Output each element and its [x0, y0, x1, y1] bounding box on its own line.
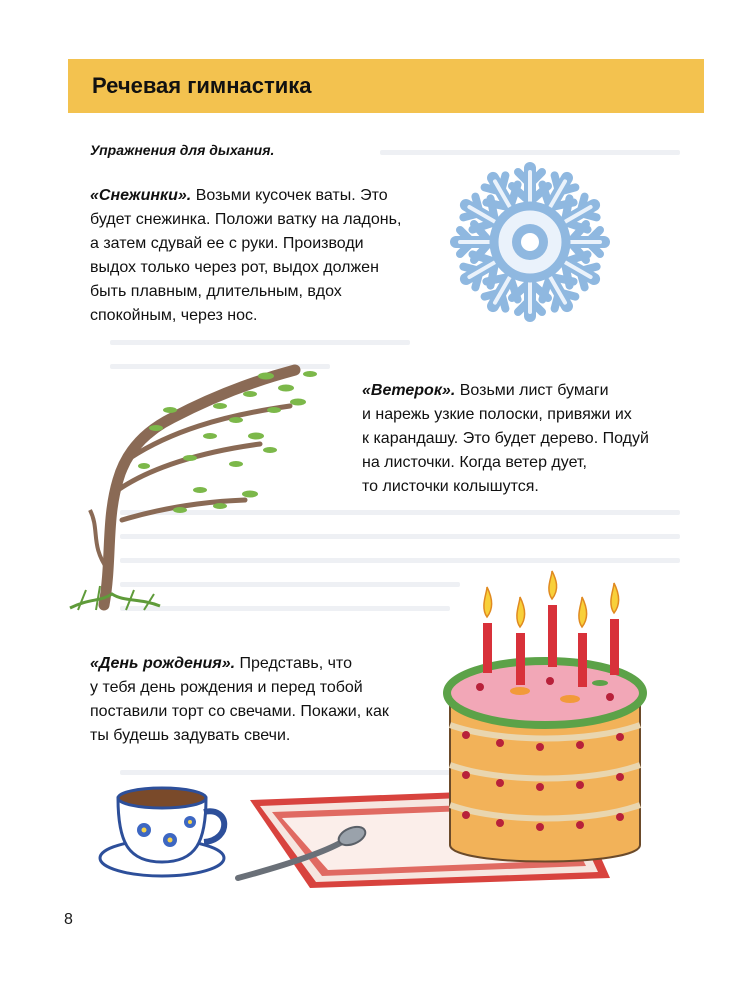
exercise-snowflakes: «Снежинки». Возьми кусочек ваты. Это будет снежинка. Положи ватку на ладонь, а затем сдувай ее с руки. Производи выдох только через рот, выдох должен быть плавным, длительным, вдох спокойным, через нос. — [90, 187, 402, 324]
exercise-title: «Ветерок». — [362, 382, 456, 399]
page-number: 8 — [64, 911, 73, 928]
exercise-title: «Снежинки». — [90, 187, 192, 204]
section-header — [68, 59, 704, 113]
exercise-breeze: «Ветерок». Возьми лист бумаги и нарежь узкие полоски, привяжи их к карандашу. Это будет дерево. Подуй на листочки. Когда ветер дует, то листочки колышутся. — [362, 382, 649, 495]
birthday-cake-illustration — [440, 575, 660, 880]
tea-cup — [100, 788, 224, 876]
exercise-title: «День рождения». — [90, 655, 236, 672]
windblown-tree-illustration — [60, 340, 350, 615]
cake-body — [447, 661, 643, 862]
exercise-birthday: «День рождения». Представь, что у тебя день рождения и перед тобой поставили торт со свечами. Покажи, как ты будешь задувать свечи. — [90, 655, 389, 744]
page-title: Речевая гимнастика — [92, 73, 312, 98]
snowflake-illustration — [440, 148, 620, 336]
section-subtitle: Упражнения для дыхания. — [90, 142, 275, 158]
